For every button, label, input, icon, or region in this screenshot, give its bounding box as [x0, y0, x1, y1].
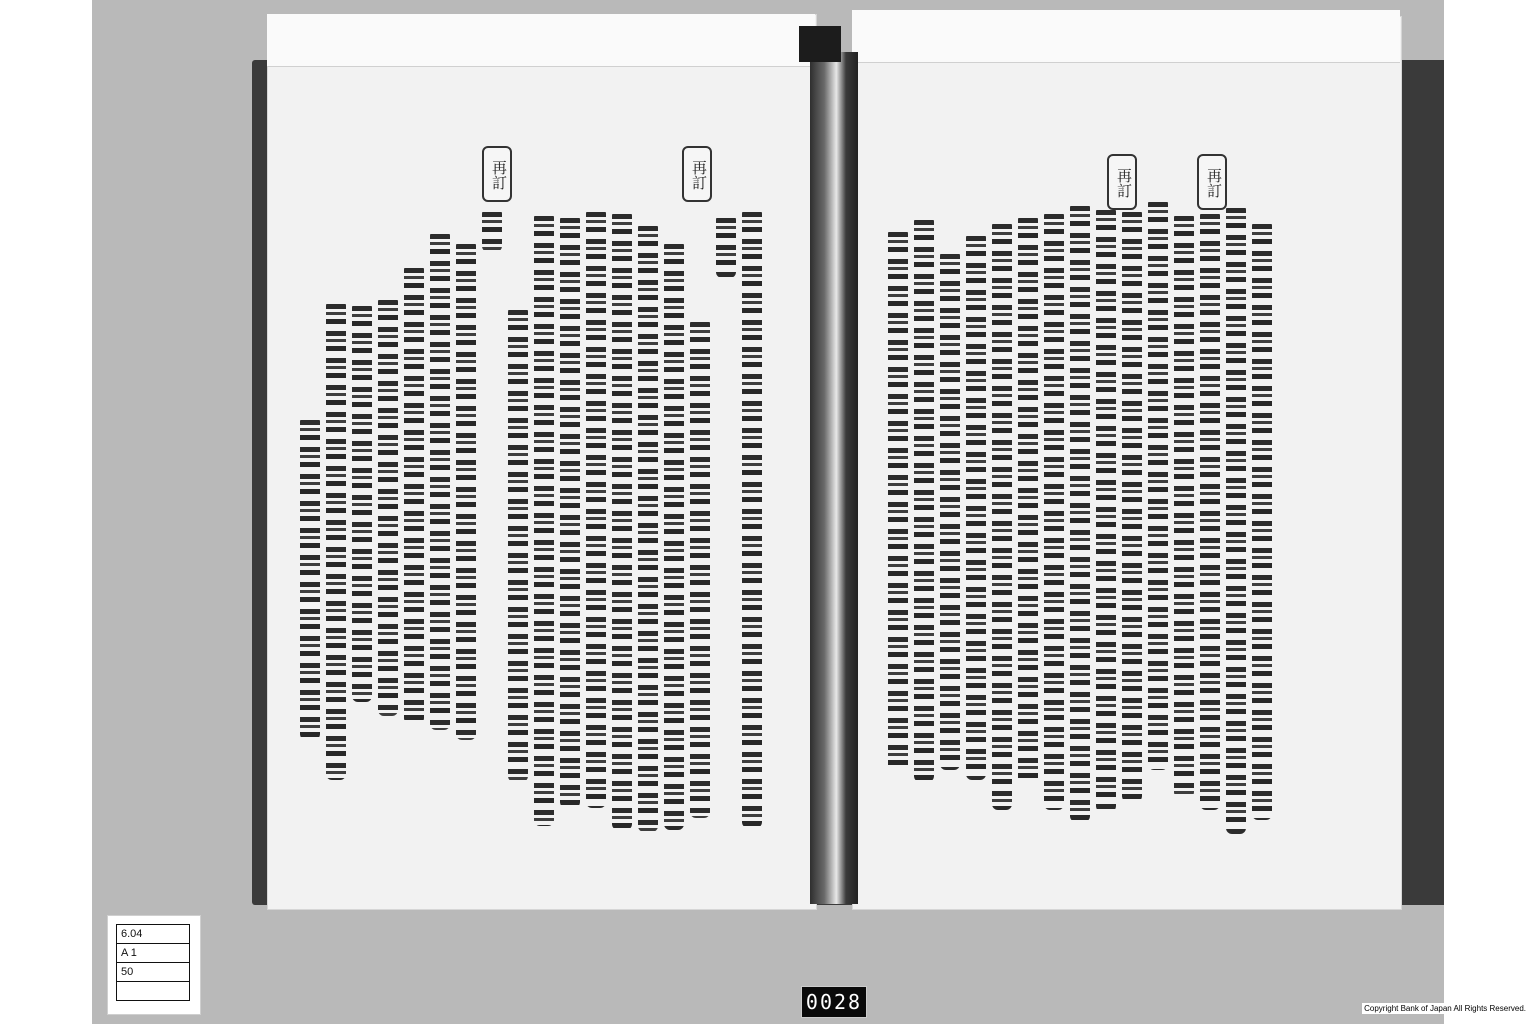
handwritten-column [742, 208, 762, 828]
reference-blank [117, 982, 190, 1001]
revision-seal: 再訂 [1107, 154, 1137, 210]
handwritten-column [690, 318, 710, 818]
handwritten-column [1226, 204, 1246, 834]
revision-seal: 再訂 [1197, 154, 1227, 210]
handwritten-column [1122, 208, 1142, 802]
handwritten-column [966, 232, 986, 780]
copyright-notice: Copyright Bank of Japan All Rights Reserved. [1364, 1004, 1526, 1013]
handwritten-column [534, 212, 554, 826]
handwritten-column [456, 240, 476, 740]
handwritten-column [612, 210, 632, 830]
reference-number: 50 [117, 963, 190, 982]
revision-seal: 再訂 [482, 146, 512, 202]
handwritten-column [430, 230, 450, 730]
reference-card [107, 915, 201, 1015]
revision-seal: 再訂 [682, 146, 712, 202]
handwritten-column [352, 302, 372, 702]
handwritten-column [888, 228, 908, 772]
book-gutter [810, 52, 858, 904]
handwritten-column [664, 240, 684, 830]
handwritten-column [1070, 202, 1090, 822]
binding-clip [799, 26, 841, 62]
handwritten-column [1252, 220, 1272, 820]
handwritten-column [404, 264, 424, 724]
reference-series: A 1 [117, 944, 190, 963]
handwritten-column [992, 220, 1012, 810]
reference-table [116, 924, 190, 1001]
handwritten-column [1200, 210, 1220, 810]
handwritten-column [508, 306, 528, 782]
handwritten-column [1096, 206, 1116, 812]
handwritten-column [1044, 210, 1064, 810]
handwritten-column [586, 208, 606, 808]
right-page-top-sheet [852, 10, 1400, 63]
handwritten-column [378, 296, 398, 716]
handwritten-column [1018, 214, 1038, 784]
handwritten-column [482, 208, 502, 252]
handwritten-column [326, 300, 346, 780]
handwritten-column [914, 216, 934, 782]
document-scan [92, 0, 1444, 1024]
handwritten-column [1174, 212, 1194, 798]
handwritten-column [560, 214, 580, 808]
frame-number: 0028 [801, 986, 867, 1018]
reference-code: 6.04 [117, 925, 190, 944]
handwritten-column [716, 214, 736, 278]
left-page-top-sheet [267, 14, 815, 67]
handwritten-column [638, 222, 658, 832]
handwritten-column [940, 250, 960, 770]
handwritten-column [300, 416, 320, 740]
handwritten-column [1148, 198, 1168, 770]
